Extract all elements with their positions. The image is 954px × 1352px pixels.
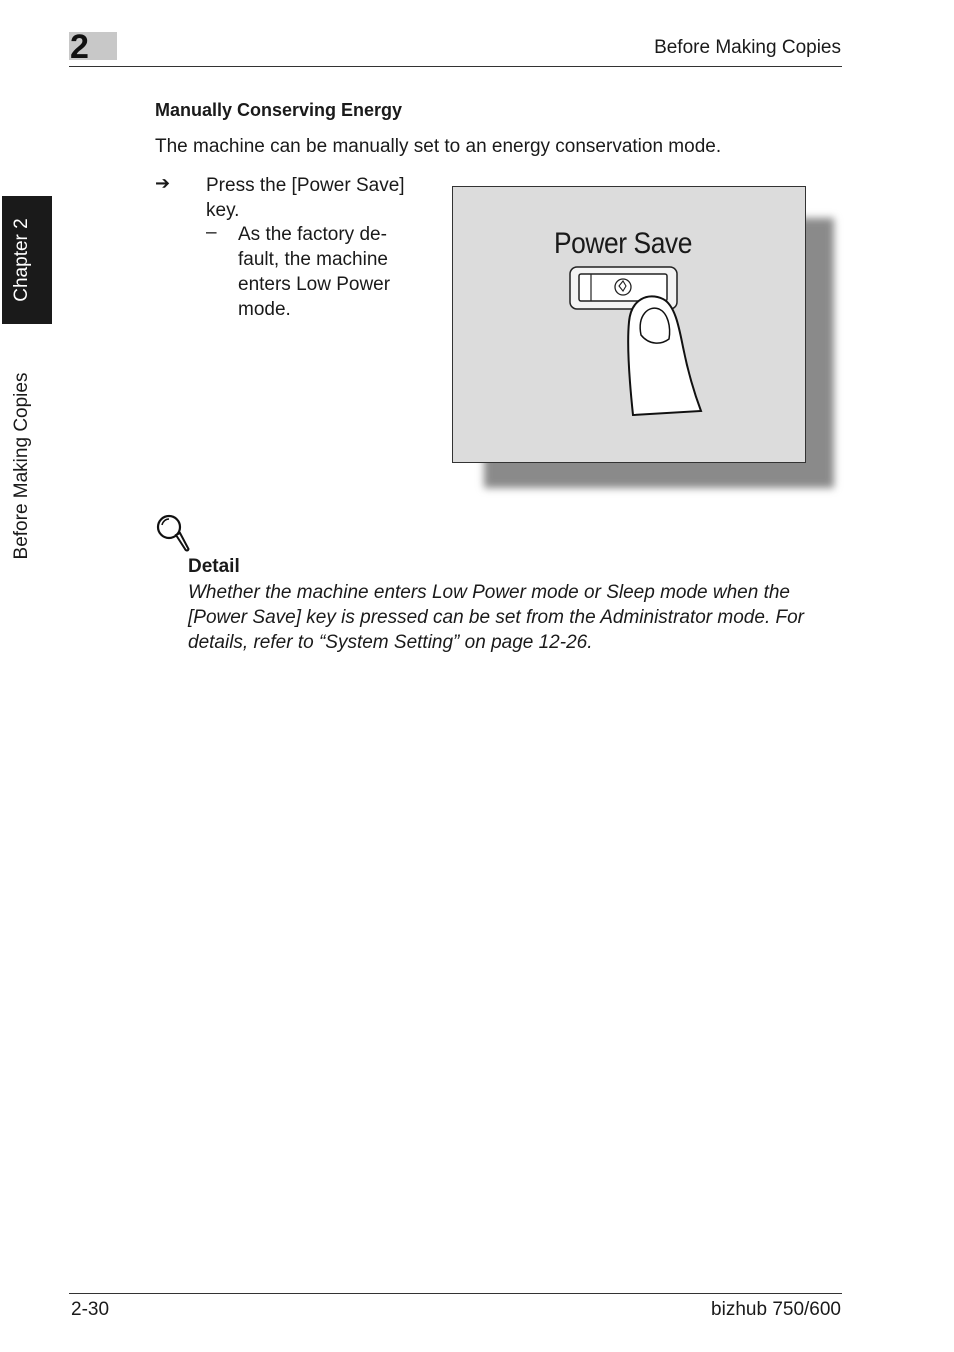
step-text: Press the [Power Save] key. — [206, 175, 405, 221]
power-save-illustration — [452, 186, 806, 463]
sub-step-dash: – — [206, 222, 217, 243]
side-tab-chapter-label: Chapter 2 — [11, 218, 32, 302]
header-rule — [69, 66, 842, 67]
chapter-number: 2 — [70, 28, 89, 66]
side-tab-section-label: Before Making Copies — [11, 372, 32, 560]
detail-text: Whether the machine enters Low Power mode or Sleep mode when the [Power Save] key is pressed can be set from the Administrator mode. For details, refer to “System Setting” on page 12-26. — [188, 582, 804, 653]
power-save-key-icon — [453, 187, 805, 462]
section-intro: The machine can be manually set to an energy conservation mode. — [155, 136, 722, 157]
header-title: Before Making Copies — [654, 37, 841, 58]
page-number: 2-30 — [71, 1299, 110, 1320]
magnifier-icon — [155, 512, 191, 559]
product-name: bizhub 750/600 — [711, 1299, 841, 1320]
footer-rule — [69, 1293, 842, 1294]
sub-step-text: As the factory de-fault, the machine enters Low Power mode. — [238, 224, 391, 320]
section-title: Manually Conserving Energy — [155, 100, 403, 120]
power-save-label: Power Save — [554, 227, 692, 260]
detail-title: Detail — [188, 556, 240, 577]
step-arrow-icon: ➔ — [155, 173, 171, 193]
